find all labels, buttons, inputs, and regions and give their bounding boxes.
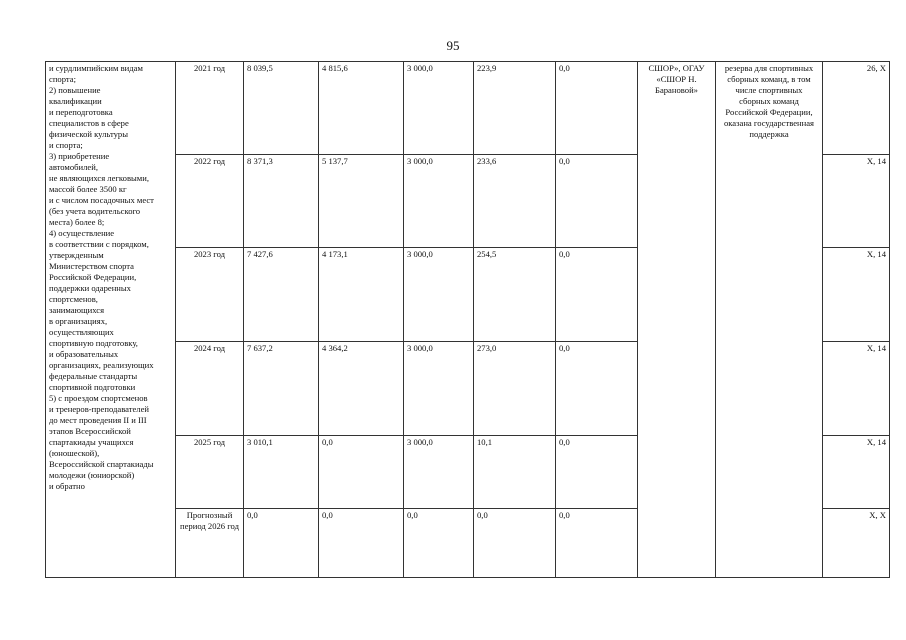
description-line: специалистов в сфере (49, 118, 129, 128)
period-cell: 2021 год (176, 62, 244, 155)
value-cell: 0,0 (556, 155, 638, 248)
description-line: и спорта; (49, 140, 83, 150)
description-line: в соответствии с порядком, (49, 239, 149, 249)
result-cell: резерва для спортивных сборных команд, в том числе спортивных сборных команд Российской Федерации, оказана государственная поддержка (716, 62, 823, 578)
description-line: 2) повышение (49, 85, 101, 95)
description-line: Российской Федерации, (49, 272, 137, 282)
description-line: (без учета водительского (49, 206, 141, 216)
value-cell: 0,0 (556, 62, 638, 155)
measure-description-cell (46, 62, 176, 578)
description-line: 3) приобретение (49, 151, 110, 161)
description-line: организациях, реализующих (49, 360, 154, 370)
period-cell: Прогнозный период 2026 год (176, 509, 244, 578)
value-cell: 0,0 (404, 509, 474, 578)
value-cell: 3 000,0 (404, 155, 474, 248)
reference-cell: Х, 14 (823, 155, 890, 248)
description-line: и тренеров-преподавателей (49, 404, 149, 414)
table-row (46, 62, 890, 155)
reference-cell: 26, Х (823, 62, 890, 155)
value-cell: 233,6 (474, 155, 556, 248)
value-cell: 0,0 (556, 248, 638, 342)
description-line: занимающихся (49, 305, 105, 315)
total-cell: 0,0 (244, 509, 319, 578)
program-table (45, 61, 890, 578)
period-cell: 2023 год (176, 248, 244, 342)
description-line: до мест проведения II и III (49, 415, 147, 425)
executor-cell: СШОР», ОГАУ «СШОР Н. Барановой» (638, 62, 716, 578)
reference-cell: Х, 14 (823, 248, 890, 342)
value-cell: 10,1 (474, 436, 556, 509)
description-line: и обратно (49, 481, 85, 491)
description-line: и сурдлимпийским видам (49, 63, 143, 73)
description-line: спортсменов, (49, 294, 98, 304)
description-line: Министерством спорта (49, 261, 134, 271)
description-line: 5) с проездом спортсменов (49, 393, 148, 403)
description-line: поддержки одаренных (49, 283, 131, 293)
description-line: и с числом посадочных мест (49, 195, 154, 205)
total-cell: 7 427,6 (244, 248, 319, 342)
description-line: спорта; (49, 74, 76, 84)
description-line: осуществляющих (49, 327, 114, 337)
description-line: федеральные стандарты (49, 371, 138, 381)
value-cell: 0,0 (556, 342, 638, 436)
page-number: 95 (446, 38, 460, 53)
total-cell: 7 637,2 (244, 342, 319, 436)
description-line: 4) осуществление (49, 228, 115, 238)
value-cell: 3 000,0 (404, 248, 474, 342)
description-line: спортивную подготовку, (49, 338, 138, 348)
description-line: не являющихся легковыми, (49, 173, 149, 183)
description-line: места) более 8; (49, 217, 105, 227)
value-cell: 0,0 (319, 436, 404, 509)
value-cell: 0,0 (474, 509, 556, 578)
description-line: массой более 3500 кг (49, 184, 127, 194)
reference-cell: Х, Х (823, 509, 890, 578)
description-line: этапов Всероссийской (49, 426, 131, 436)
description-line: спортивной подготовки (49, 382, 136, 392)
value-cell: 0,0 (556, 509, 638, 578)
description-line: автомобилей, (49, 162, 98, 172)
description-line: спартакиады учащихся (49, 437, 134, 447)
value-cell: 254,5 (474, 248, 556, 342)
description-line: утвержденным (49, 250, 104, 260)
value-cell: 0,0 (556, 436, 638, 509)
period-cell: 2022 год (176, 155, 244, 248)
reference-cell: Х, 14 (823, 342, 890, 436)
reference-cell: Х, 14 (823, 436, 890, 509)
value-cell: 223,9 (474, 62, 556, 155)
description-line: в организациях, (49, 316, 108, 326)
value-cell: 4 173,1 (319, 248, 404, 342)
description-line: и переподготовка (49, 107, 113, 117)
period-cell: 2025 год (176, 436, 244, 509)
value-cell: 4 364,2 (319, 342, 404, 436)
description-line: (юношеской), (49, 448, 100, 458)
description-line: и образовательных (49, 349, 119, 359)
value-cell: 0,0 (319, 509, 404, 578)
value-cell: 4 815,6 (319, 62, 404, 155)
value-cell: 3 000,0 (404, 342, 474, 436)
description-line: квалификации (49, 96, 102, 106)
total-cell: 8 039,5 (244, 62, 319, 155)
measure-description (49, 63, 172, 492)
value-cell: 273,0 (474, 342, 556, 436)
period-cell: 2024 год (176, 342, 244, 436)
total-cell: 8 371,3 (244, 155, 319, 248)
total-cell: 3 010,1 (244, 436, 319, 509)
description-line: Всероссийской спартакиады (49, 459, 154, 469)
value-cell: 3 000,0 (404, 436, 474, 509)
description-line: молодежи (юниорской) (49, 470, 135, 480)
value-cell: 5 137,7 (319, 155, 404, 248)
value-cell: 3 000,0 (404, 62, 474, 155)
description-line: физической культуры (49, 129, 128, 139)
